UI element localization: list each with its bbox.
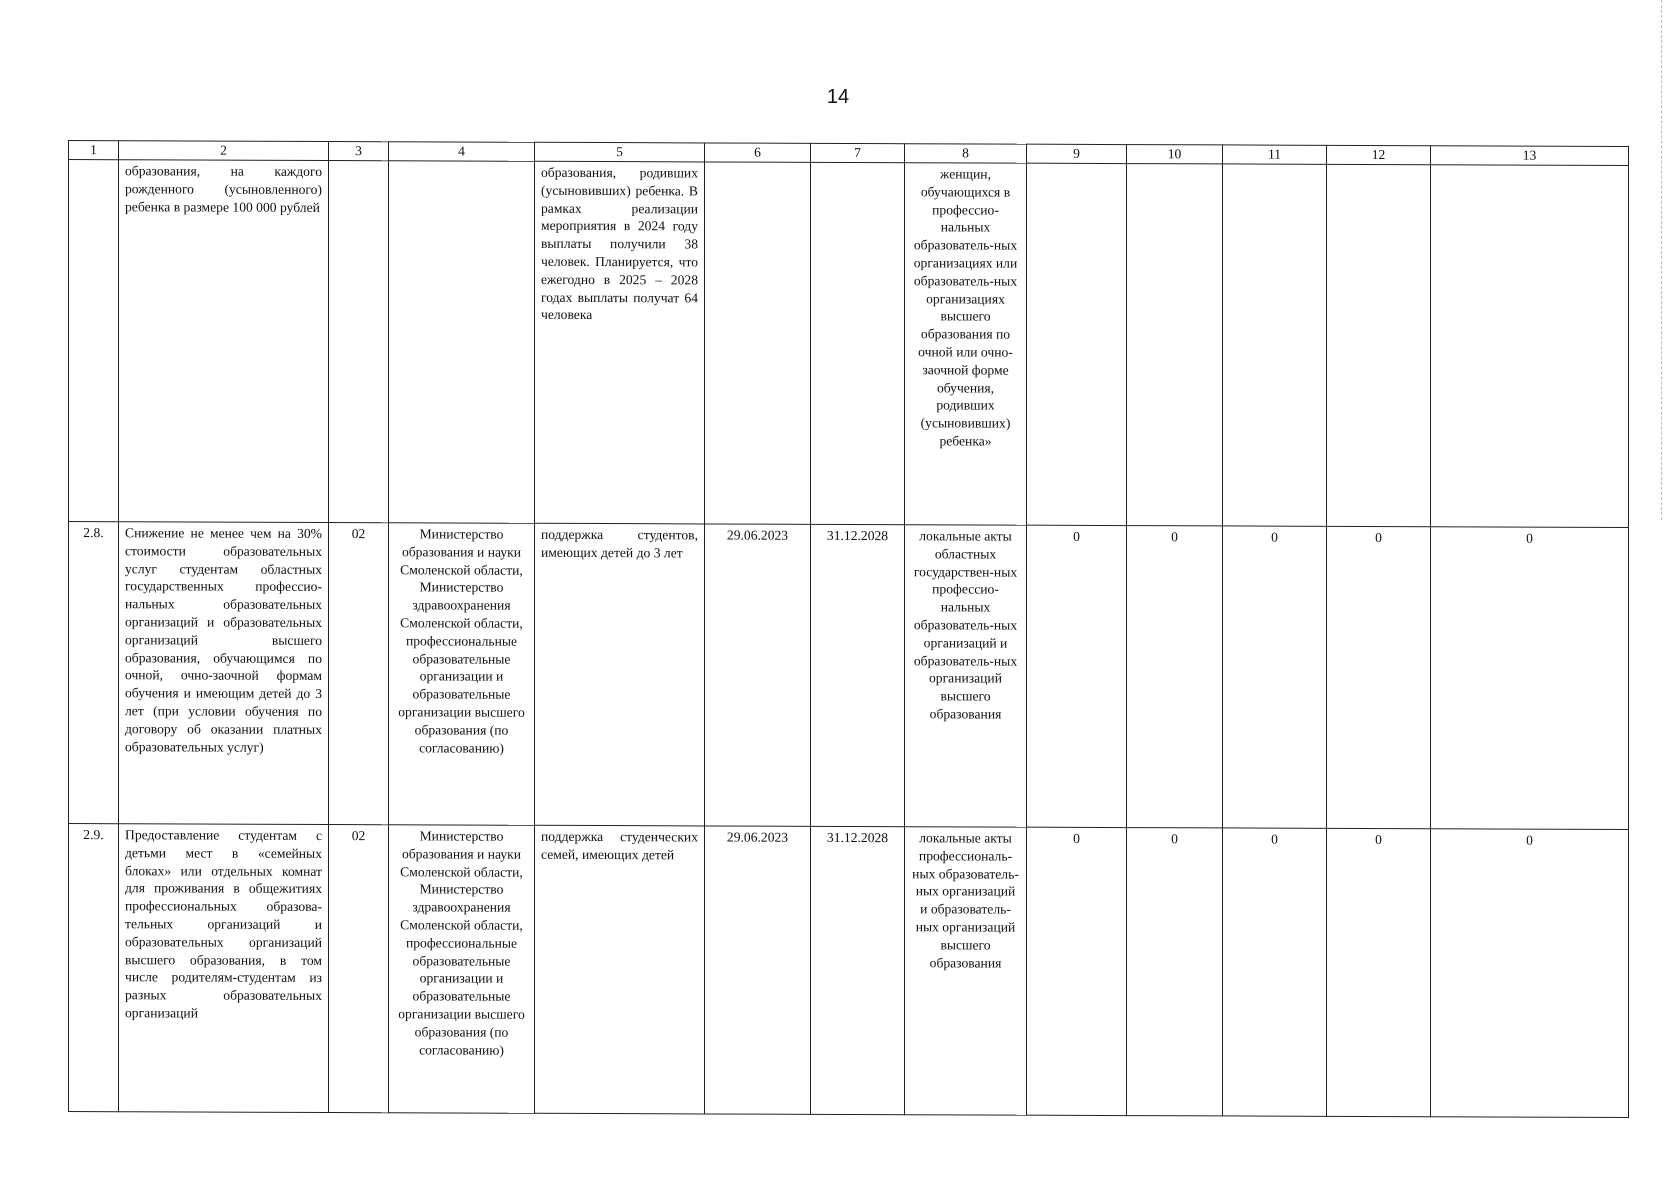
activity-code: 02 — [329, 825, 389, 1113]
activity-code: 02 — [329, 523, 389, 825]
continuation-row — [69, 160, 1629, 528]
value-col-11: 0 — [1223, 526, 1327, 828]
scan-edge-mark — [1661, 0, 1676, 520]
header-cell-5: 5 — [535, 142, 705, 162]
value-col-9: 0 — [1027, 525, 1127, 827]
header-cell-13: 13 — [1431, 146, 1629, 166]
cont-cell-start — [705, 162, 811, 524]
header-cell-7: 7 — [811, 143, 905, 162]
cont-cell-name: образования, на каждого рожденного (усыновленного) ребенка в размере 100 000 рублей — [119, 160, 329, 523]
cont-cell-executor — [389, 161, 535, 524]
activity-result: поддержка студенческих семей, имеющих детей — [535, 825, 705, 1114]
header-cell-9: 9 — [1027, 144, 1127, 163]
table-container — [68, 140, 1628, 1112]
page-number: 14 — [826, 86, 850, 108]
header-cell-4: 4 — [389, 142, 535, 162]
value-col-13: 0 — [1431, 527, 1629, 830]
value-col-11: 0 — [1223, 828, 1327, 1116]
cont-cell-docs: женщин, обучающихся в профессио-нальных образователь-ных организациях или образователь-ных организациях высшего образования по очной или очно-заочной форме обучения, родивших (усыновивших) ребенка» — [905, 163, 1027, 525]
cont-cell-v10 — [1127, 164, 1223, 526]
activity-start-date: 29.06.2023 — [705, 524, 811, 826]
activity-result: поддержка студентов, имеющих детей до 3 лет — [535, 523, 705, 826]
activity-name: Снижение не менее чем на 30% стоимости образовательных услуг студентам областных государственных профессио-нальных образовательных организаций и образовательных организаций высшего образования, обучающимся по очной, очно-заочной формам обучения и имеющим детей до 3 лет (при условии обучения по договору об оказании платных образовательных услуг) — [119, 522, 329, 825]
activity-documents: локальные акты профессиональ-ных образователь-ных организаций и образователь-ных организаций высшего образования — [905, 827, 1027, 1115]
cont-cell-v11 — [1223, 164, 1327, 526]
activities-table — [68, 140, 1629, 1118]
header-cell-2: 2 — [119, 141, 329, 161]
cont-cell-num — [69, 160, 119, 522]
cont-cell-v12 — [1327, 164, 1431, 526]
activity-name: Предоставление студентам с детьми мест в «семейных блоках» или отдельных комнат для проживания в общежитиях профессиональных образова-тельных организаций и образовательных организаций высшего образования, в том числе родителям-студентам из разных образовательных организаций — [119, 824, 329, 1113]
activity-end-date: 31.12.2028 — [811, 826, 905, 1114]
header-cell-8: 8 — [905, 144, 1027, 163]
cont-cell-v13 — [1431, 165, 1629, 528]
header-cell-12: 12 — [1327, 145, 1431, 164]
activity-start-date: 29.06.2023 — [705, 826, 811, 1114]
activity-documents: локальные акты областных государствен-ных профессио-нальных образователь-ных организаций и образователь-ных организаций высшего образования — [905, 525, 1027, 827]
header-cell-6: 6 — [705, 143, 811, 162]
activity-end-date: 31.12.2028 — [811, 524, 905, 826]
header-cell-3: 3 — [329, 142, 389, 161]
header-cell-11: 11 — [1223, 145, 1327, 164]
value-col-12: 0 — [1327, 828, 1431, 1116]
cont-cell-v9 — [1027, 163, 1127, 525]
cont-cell-code — [329, 161, 389, 523]
activity-executor: Министерство образования и науки Смоленской области, Министерство здравоохранения Смоленской области, профессиональные образовательные организации и образовательные организации высшего образования (по согласованию) — [389, 825, 535, 1114]
value-col-13: 0 — [1431, 829, 1629, 1118]
header-cell-1: 1 — [69, 141, 119, 160]
row-number: 2.9. — [69, 824, 119, 1112]
value-col-10: 0 — [1127, 828, 1223, 1116]
cont-cell-result: образования, родивших (усыновивших) ребенка. В рамках реализации мероприятия в 2024 году выплаты получили 38 человек. Планируется, что ежегодно в 2025 – 2028 годах выплаты получат 64 человека — [535, 161, 705, 524]
value-col-9: 0 — [1027, 827, 1127, 1115]
header-cell-10: 10 — [1127, 145, 1223, 164]
cont-cell-end — [811, 162, 905, 524]
activity-executor: Министерство образования и науки Смоленской области, Министерство здравоохранения Смоленской области, профессиональные образовательные организации и образовательные организации высшего образования (по согласованию) — [389, 523, 535, 826]
row-number: 2.8. — [69, 522, 119, 824]
table-row-2-8 — [69, 522, 1629, 830]
value-col-10: 0 — [1127, 526, 1223, 828]
table-row-2-9 — [69, 824, 1629, 1118]
value-col-12: 0 — [1327, 526, 1431, 828]
